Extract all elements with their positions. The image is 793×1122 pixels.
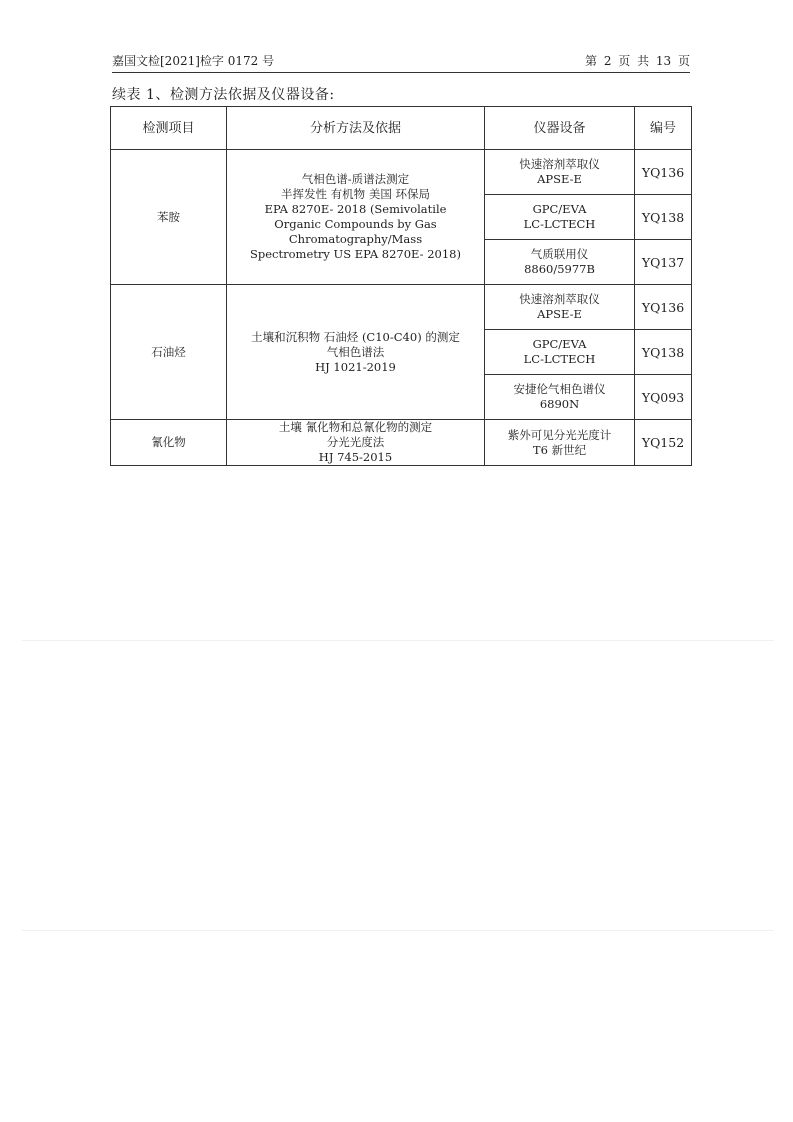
instrument-model: APSE-E (537, 307, 582, 321)
method-line: 分光光度法 (326, 435, 385, 449)
instrument-cell (485, 420, 635, 466)
method-line: HJ 745-2015 (318, 450, 393, 464)
method-line: 土壤 氰化物和总氰化物的测定 (278, 420, 433, 434)
method-line: EPA 8270E- 2018 (Semivolatile (264, 202, 447, 216)
instrument-id-cell: YQ138 (635, 195, 692, 240)
instrument-model: APSE-E (537, 172, 582, 186)
column-header-item: 检测项目 (111, 107, 227, 150)
instrument-cell (485, 240, 635, 285)
scan-artifact (22, 930, 774, 931)
instrument-model: LC-LCTECH (523, 217, 596, 231)
table-row (111, 285, 692, 330)
instrument-model: 6890N (539, 397, 580, 411)
instrument-id-cell: YQ093 (635, 375, 692, 420)
methods-table (110, 106, 692, 466)
table-row (111, 420, 692, 466)
instrument-name: 安捷伦气相色谱仪 (513, 382, 606, 396)
instrument-cell (485, 375, 635, 420)
instrument-name: GPC/EVA (532, 337, 587, 351)
instrument-model: T6 新世纪 (532, 442, 587, 457)
instrument-cell (485, 285, 635, 330)
instrument-name: 紫外可见分光光度计 (507, 427, 612, 442)
method-line: HJ 1021-2019 (315, 359, 396, 374)
method-line: 气相色谱-质谱法测定 (301, 172, 410, 186)
instrument-name: GPC/EVA (532, 202, 587, 216)
method-line: Chromatography/Mass (288, 232, 423, 246)
table-caption: 续表 1、检测方法依据及仪器设备: (112, 87, 335, 103)
method-cell (227, 285, 485, 420)
method-line: 半挥发性 有机物 美国 环保局 (281, 187, 430, 201)
instrument-id-cell: YQ136 (635, 285, 692, 330)
instrument-name: 气质联用仪 (530, 247, 589, 261)
instrument-id-cell: YQ152 (635, 420, 692, 466)
page-header (112, 50, 690, 73)
instrument-cell (485, 195, 635, 240)
table-header-row (111, 107, 692, 150)
method-cell (227, 420, 485, 466)
instrument-cell (485, 150, 635, 195)
method-cell (227, 150, 485, 285)
table-row (111, 150, 692, 195)
instrument-name: 快速溶剂萃取仪 (519, 292, 600, 306)
test-item-cell: 氰化物 (111, 420, 227, 466)
page-info: 第 2 页 共 13 页 (585, 54, 690, 68)
method-line: 土壤和沉积物 石油烃 (C10-C40) 的测定 (251, 329, 460, 344)
instrument-cell (485, 330, 635, 375)
instrument-name: 快速溶剂萃取仪 (519, 157, 600, 171)
instrument-model: 8860/5977B (524, 262, 595, 276)
instrument-id-cell: YQ138 (635, 330, 692, 375)
method-line: Organic Compounds by Gas (274, 217, 437, 231)
instrument-id-cell: YQ137 (635, 240, 692, 285)
instrument-model: LC-LCTECH (523, 352, 596, 366)
column-header-instrument: 仪器设备 (485, 107, 635, 150)
method-line: 气相色谱法 (326, 344, 385, 359)
instrument-id-cell: YQ136 (635, 150, 692, 195)
test-item-cell: 石油烃 (111, 285, 227, 420)
doc-number: 嘉国文检[2021]检字 0172 号 (112, 54, 275, 68)
column-header-id: 编号 (635, 107, 692, 150)
column-header-method: 分析方法及依据 (227, 107, 485, 150)
test-item-cell: 苯胺 (111, 150, 227, 285)
method-line: Spectrometry US EPA 8270E- 2018) (250, 247, 461, 261)
scan-artifact (22, 640, 774, 641)
